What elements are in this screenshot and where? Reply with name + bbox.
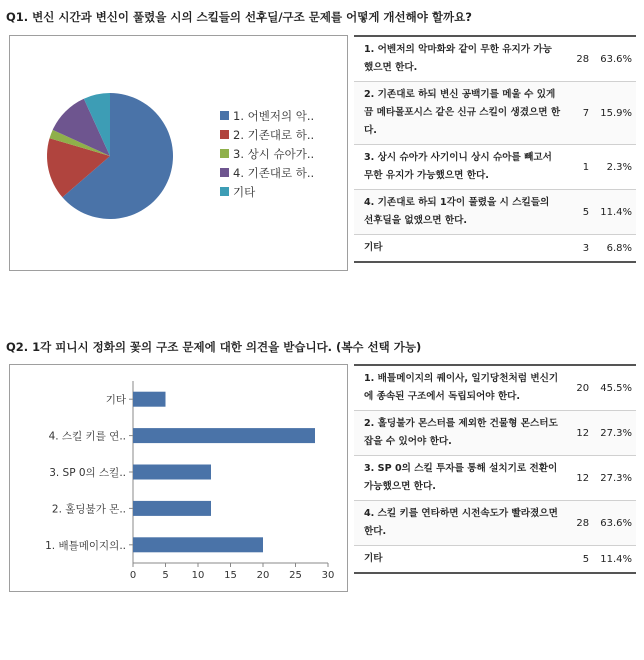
table-row	[354, 235, 636, 263]
category-label: 1. 배틀메이지의..	[45, 539, 126, 552]
vote-percent: 11.4%	[593, 546, 636, 574]
bar	[133, 501, 211, 516]
category-label: 2. 홀딩불가 몬..	[51, 503, 126, 516]
q2-results-table	[354, 364, 636, 574]
q1-pie-chart	[9, 35, 348, 271]
legend-label: 3. 상시 슈아가..	[233, 147, 315, 161]
option-text: 3. 상시 슈아가 사기이니 상시 슈아를 빼고서 무한 유지가 가능했으면 한다.	[354, 145, 566, 190]
tick-label: 30	[321, 570, 335, 581]
vote-percent: 2.3%	[593, 145, 636, 190]
vote-count: 3	[566, 235, 593, 263]
option-text: 1. 배틀메이지의 퀘이사, 일기당천처럼 변신기에 종속된 구조에서 독립되어야 한다.	[354, 365, 566, 411]
vote-count: 5	[566, 190, 593, 235]
q2-bar-chart	[9, 364, 348, 592]
vote-count: 12	[566, 456, 593, 501]
vote-percent: 63.6%	[593, 501, 636, 546]
vote-percent: 11.4%	[593, 190, 636, 235]
table-row	[354, 190, 636, 235]
legend-label: 기타	[233, 185, 256, 199]
tick-label: 10	[191, 570, 205, 581]
bar	[133, 392, 166, 407]
category-label: 기타	[105, 394, 126, 407]
table-row	[354, 82, 636, 145]
vote-count: 28	[566, 501, 593, 546]
legend-label: 2. 기존대로 하..	[233, 128, 315, 142]
vote-percent: 6.8%	[593, 235, 636, 263]
vote-percent: 27.3%	[593, 456, 636, 501]
legend-swatch	[220, 168, 229, 177]
option-text: 1. 어벤저의 악마화와 같이 무한 유지가 가능했으면 한다.	[354, 36, 566, 82]
pie-chart-svg	[10, 36, 347, 270]
option-text: 3. SP 0의 스킬 투자를 통해 설치기로 전환이 가능했으면 한다.	[354, 456, 566, 501]
bar	[133, 537, 263, 552]
vote-count: 5	[566, 546, 593, 574]
vote-count: 1	[566, 145, 593, 190]
option-text: 4. 기존대로 하되 1각이 풀렸을 시 스킬들의 선후딜을 없앴으면 한다.	[354, 190, 566, 235]
legend-swatch	[220, 149, 229, 158]
option-text: 2. 기존대로 하되 변신 공백기를 메울 수 있게끔 메타몰포시스 같은 신규 스킬이 생겼으면 한다.	[354, 82, 566, 145]
tick-label: 25	[289, 570, 302, 581]
table-row	[354, 546, 636, 574]
tick-label: 15	[224, 570, 237, 581]
table-row	[354, 365, 636, 411]
option-text: 4. 스킬 키를 연타하면 시전속도가 빨라졌으면 한다.	[354, 501, 566, 546]
q1-title: Q1. 변신 시간과 변신이 풀렸을 시의 스킬들의 선후딜/구조 문제를 어떻게 개선해야 할까요?	[6, 10, 472, 24]
vote-percent: 27.3%	[593, 411, 636, 456]
tick-label: 20	[256, 570, 270, 581]
category-label: 4. 스킬 키를 연..	[48, 430, 126, 443]
vote-count: 28	[566, 36, 593, 82]
vote-count: 20	[566, 365, 593, 411]
option-text: 기타	[354, 546, 566, 574]
category-label: 3. SP 0의 스킬..	[49, 467, 126, 479]
legend-swatch	[220, 187, 229, 196]
vote-percent: 15.9%	[593, 82, 636, 145]
vote-count: 7	[566, 82, 593, 145]
bar	[133, 465, 211, 480]
legend-swatch	[220, 111, 229, 120]
table-row	[354, 411, 636, 456]
table-row	[354, 36, 636, 82]
legend-swatch	[220, 130, 229, 139]
tick-label: 0	[129, 570, 137, 581]
bar	[133, 428, 315, 443]
table-row	[354, 456, 636, 501]
vote-count: 12	[566, 411, 593, 456]
legend-label: 4. 기존대로 하..	[233, 166, 315, 180]
legend-label: 1. 어벤저의 악..	[233, 109, 315, 123]
vote-percent: 63.6%	[593, 36, 636, 82]
tick-label: 5	[162, 570, 169, 581]
q1-results-table	[354, 35, 636, 263]
option-text: 기타	[354, 235, 566, 263]
q2-title: Q2. 1각 피니시 정화의 꽃의 구조 문제에 대한 의견을 받습니다. (복수 선택 가능)	[6, 340, 422, 354]
table-row	[354, 501, 636, 546]
bar-chart-svg	[10, 365, 347, 591]
option-text: 2. 홀딩불가 몬스터를 제외한 건물형 몬스터도 잡을 수 있어야 한다.	[354, 411, 566, 456]
table-row	[354, 145, 636, 190]
vote-percent: 45.5%	[593, 365, 636, 411]
